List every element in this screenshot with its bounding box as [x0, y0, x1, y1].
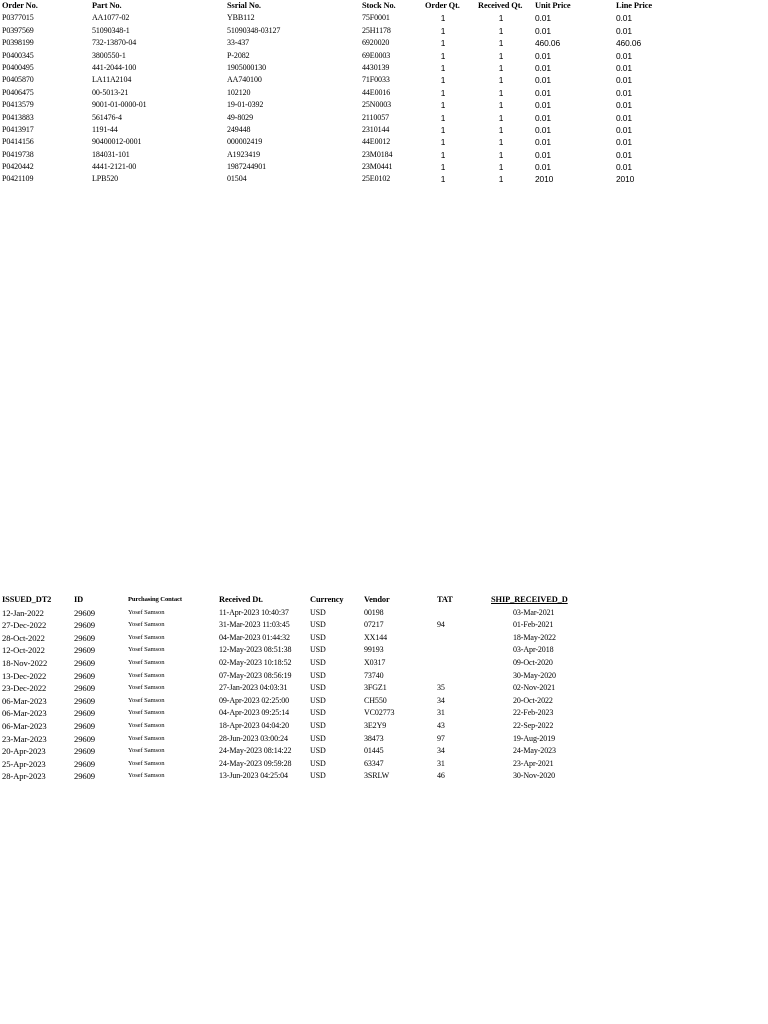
- cell-order-no: P0377015: [2, 13, 34, 23]
- cell-purchasing-contact: Yosef Samson: [128, 747, 165, 755]
- cell-received-qty: 1: [498, 87, 504, 98]
- cell-received-date: 28-Jun-2023 03:00:24: [219, 733, 288, 743]
- cell-unit-price: 0.01: [535, 124, 551, 135]
- cell-part-no: LPB520: [92, 174, 119, 184]
- cell-serial-no: 000002419: [227, 137, 263, 147]
- cell-order-qty: 1: [440, 112, 446, 123]
- cell-unit-price: 0.01: [535, 50, 551, 61]
- cell-part-no: 441-2044-100: [92, 62, 137, 72]
- cell-order-qty: 1: [440, 62, 446, 73]
- cell-currency: USD: [310, 733, 326, 743]
- cell-tat: 97: [437, 733, 445, 743]
- header-part-no: Part No.: [92, 1, 122, 10]
- cell-currency: USD: [310, 771, 326, 781]
- cell-id: 29609: [74, 607, 95, 618]
- cell-order-qty: 1: [440, 87, 446, 98]
- cell-currency: USD: [310, 607, 326, 617]
- cell-ship-received-date: 01-Feb-2021: [513, 620, 554, 630]
- cell-unit-price: 0.01: [535, 100, 551, 111]
- cell-received-qty: 1: [498, 75, 504, 86]
- cell-vendor: 73740: [364, 670, 384, 680]
- cell-received-qty: 1: [498, 25, 504, 36]
- header-serial-no: Ssrial No.: [227, 1, 261, 10]
- cell-purchasing-contact: Yosef Samson: [128, 759, 165, 767]
- cell-id: 29609: [74, 683, 95, 694]
- cell-vendor: XX144: [364, 632, 388, 642]
- cell-ship-received-date: 30-May-2020: [513, 670, 556, 680]
- cell-stock-no: 23M0184: [362, 149, 393, 159]
- cell-stock-no: 69E0003: [362, 50, 391, 60]
- cell-order-no: P0400495: [2, 62, 34, 72]
- cell-currency: USD: [310, 720, 326, 730]
- cell-received-qty: 1: [498, 149, 504, 160]
- cell-issued-date: 25-Apr-2023: [2, 758, 46, 769]
- header-line-price: Line Price: [616, 1, 652, 10]
- cell-received-qty: 1: [498, 124, 504, 135]
- cell-id: 29609: [74, 657, 95, 668]
- cell-line-price: 0.01: [616, 162, 632, 173]
- header-vendor: Vendor: [364, 595, 390, 604]
- cell-unit-price: 0.01: [535, 162, 551, 173]
- cell-id: 29609: [74, 720, 95, 731]
- cell-vendor: 38473: [364, 733, 384, 743]
- cell-currency: USD: [310, 758, 326, 768]
- cell-received-date: 11-Apr-2023 10:40:37: [219, 607, 289, 617]
- cell-tat: 31: [437, 708, 445, 718]
- cell-serial-no: YBB112: [227, 13, 255, 23]
- cell-issued-date: 23-Dec-2022: [2, 683, 47, 694]
- cell-stock-no: 75F0001: [362, 13, 390, 23]
- cell-issued-date: 06-Mar-2023: [2, 720, 47, 731]
- cell-order-no: P0414156: [2, 137, 34, 147]
- cell-received-date: 27-Jan-2023 04:03:31: [219, 683, 288, 693]
- cell-order-no: P0413579: [2, 100, 34, 110]
- cell-order-qty: 1: [440, 174, 446, 185]
- cell-received-date: 18-Apr-2023 04:04:20: [219, 720, 290, 730]
- cell-serial-no: 49-8029: [227, 112, 253, 122]
- cell-line-price: 0.01: [616, 137, 632, 148]
- cell-ship-received-date: 09-Oct-2020: [513, 657, 553, 667]
- header-received-date: Received Dt.: [219, 595, 263, 604]
- cell-serial-no: 19-01-0392: [227, 100, 264, 110]
- cell-purchasing-contact: Yosef Samson: [128, 734, 165, 742]
- cell-serial-no: AA740100: [227, 75, 262, 85]
- cell-tat: 34: [437, 695, 445, 705]
- cell-purchasing-contact: Yosef Samson: [128, 633, 165, 641]
- cell-received-qty: 1: [498, 62, 504, 73]
- cell-received-date: 31-Mar-2023 11:03:45: [219, 620, 290, 630]
- cell-id: 29609: [74, 645, 95, 656]
- cell-currency: USD: [310, 632, 326, 642]
- cell-ship-received-date: 22-Sep-2022: [513, 720, 554, 730]
- cell-issued-date: 06-Mar-2023: [2, 695, 47, 706]
- cell-unit-price: 460.06: [535, 38, 561, 49]
- cell-part-no: 9001-01-0000-01: [92, 100, 147, 110]
- cell-tat: 31: [437, 758, 445, 768]
- cell-issued-date: 13-Dec-2022: [2, 670, 47, 681]
- header-currency: Currency: [310, 595, 344, 604]
- cell-serial-no: P-2082: [227, 50, 250, 60]
- cell-serial-no: A1923419: [227, 149, 260, 159]
- cell-id: 29609: [74, 733, 95, 744]
- cell-unit-price: 2010: [535, 174, 554, 185]
- cell-received-qty: 1: [498, 174, 504, 185]
- cell-stock-no: 25N0003: [362, 100, 392, 110]
- header-issued-date: ISSUED_DT2: [2, 595, 52, 604]
- cell-purchasing-contact: Yosef Samson: [128, 621, 165, 629]
- cell-unit-price: 0.01: [535, 137, 551, 148]
- cell-order-no: P0413883: [2, 112, 34, 122]
- cell-unit-price: 0.01: [535, 149, 551, 160]
- cell-vendor: VC02773: [364, 708, 395, 718]
- cell-received-date: 09-Apr-2023 02:25:00: [219, 695, 290, 705]
- cell-received-qty: 1: [498, 112, 504, 123]
- cell-order-qty: 1: [440, 137, 446, 148]
- cell-currency: USD: [310, 695, 326, 705]
- cell-part-no: 4441-2121-00: [92, 162, 137, 172]
- cell-currency: USD: [310, 670, 326, 680]
- cell-purchasing-contact: Yosef Samson: [128, 671, 165, 679]
- cell-received-date: 12-May-2023 08:51:38: [219, 645, 292, 655]
- cell-ship-received-date: 22-Feb-2023: [513, 708, 554, 718]
- cell-issued-date: 28-Apr-2023: [2, 771, 46, 782]
- cell-tat: 43: [437, 720, 445, 730]
- cell-line-price: 0.01: [616, 124, 632, 135]
- header-ship-received-date: SHIP_RECEIVED_D: [491, 595, 568, 604]
- cell-issued-date: 12-Oct-2022: [2, 645, 45, 656]
- cell-unit-price: 0.01: [535, 13, 551, 24]
- cell-part-no: 90400012-0001: [92, 137, 142, 147]
- cell-currency: USD: [310, 620, 326, 630]
- cell-purchasing-contact: Yosef Samson: [128, 772, 165, 780]
- cell-order-no: P0420442: [2, 162, 34, 172]
- cell-order-qty: 1: [440, 13, 446, 24]
- cell-received-qty: 1: [498, 38, 504, 49]
- cell-received-qty: 1: [498, 100, 504, 111]
- cell-vendor: X0317: [364, 657, 386, 667]
- cell-unit-price: 0.01: [535, 112, 551, 123]
- cell-serial-no: 102120: [227, 87, 251, 97]
- cell-received-date: 04-Mar-2023 01:44:32: [219, 632, 290, 642]
- cell-part-no: 561476-4: [92, 112, 122, 122]
- cell-order-no: P0406475: [2, 87, 34, 97]
- cell-received-date: 13-Jun-2023 04:25:04: [219, 771, 288, 781]
- cell-vendor: 3FGZ1: [364, 683, 387, 693]
- cell-line-price: 0.01: [616, 149, 632, 160]
- cell-purchasing-contact: Yosef Samson: [128, 684, 165, 692]
- header-order-qty: Order Qt.: [425, 1, 460, 10]
- cell-order-qty: 1: [440, 124, 446, 135]
- cell-currency: USD: [310, 645, 326, 655]
- cell-id: 29609: [74, 620, 95, 631]
- cell-id: 29609: [74, 746, 95, 757]
- cell-vendor: 01445: [364, 746, 384, 756]
- cell-order-qty: 1: [440, 149, 446, 160]
- cell-line-price: 2010: [616, 174, 635, 185]
- cell-id: 29609: [74, 670, 95, 681]
- cell-line-price: 0.01: [616, 25, 632, 36]
- cell-part-no: 3800550-1: [92, 50, 126, 60]
- cell-currency: USD: [310, 657, 326, 667]
- cell-unit-price: 0.01: [535, 87, 551, 98]
- cell-tat: 46: [437, 771, 445, 781]
- cell-stock-no: 4430139: [362, 62, 390, 72]
- header-id: ID: [74, 595, 84, 604]
- cell-issued-date: 18-Nov-2022: [2, 657, 48, 668]
- cell-received-date: 24-May-2023 08:14:22: [219, 746, 292, 756]
- cell-unit-price: 0.01: [535, 25, 551, 36]
- cell-stock-no: 44E0012: [362, 137, 391, 147]
- cell-line-price: 0.01: [616, 75, 632, 86]
- header-stock-no: Stock No.: [362, 1, 396, 10]
- cell-tat: 34: [437, 746, 445, 756]
- cell-issued-date: 20-Apr-2023: [2, 746, 46, 757]
- cell-unit-price: 0.01: [535, 75, 551, 86]
- cell-order-no: P0398199: [2, 38, 34, 48]
- cell-vendor: 99193: [364, 645, 384, 655]
- cell-order-no: P0400345: [2, 50, 34, 60]
- cell-purchasing-contact: Yosef Samson: [128, 696, 165, 704]
- header-unit-price: Unit Price: [535, 1, 571, 10]
- cell-ship-received-date: 03-Apr-2018: [513, 645, 554, 655]
- cell-order-qty: 1: [440, 25, 446, 36]
- cell-order-no: P0419738: [2, 149, 34, 159]
- cell-stock-no: 2110057: [362, 112, 390, 122]
- cell-serial-no: 249448: [227, 124, 251, 134]
- cell-ship-received-date: 03-Mar-2021: [513, 607, 555, 617]
- cell-vendor: 63347: [364, 758, 384, 768]
- cell-order-no: P0397569: [2, 25, 34, 35]
- cell-vendor: 07217: [364, 620, 384, 630]
- cell-stock-no: 23M0441: [362, 162, 393, 172]
- cell-ship-received-date: 20-Oct-2022: [513, 695, 553, 705]
- cell-issued-date: 23-Mar-2023: [2, 733, 47, 744]
- cell-currency: USD: [310, 683, 326, 693]
- cell-order-no: P0421109: [2, 174, 34, 184]
- cell-ship-received-date: 19-Aug-2019: [513, 733, 556, 743]
- cell-order-qty: 1: [440, 38, 446, 49]
- cell-part-no: 732-13870-04: [92, 38, 137, 48]
- cell-serial-no: 1905000130: [227, 62, 267, 72]
- cell-order-no: P0405870: [2, 75, 34, 85]
- cell-part-no: 1191-44: [92, 124, 118, 134]
- cell-id: 29609: [74, 758, 95, 769]
- cell-tat: 35: [437, 683, 445, 693]
- cell-issued-date: 06-Mar-2023: [2, 708, 47, 719]
- cell-id: 29609: [74, 708, 95, 719]
- cell-order-qty: 1: [440, 75, 446, 86]
- cell-stock-no: 25E0102: [362, 174, 391, 184]
- cell-line-price: 0.01: [616, 50, 632, 61]
- cell-line-price: 0.01: [616, 112, 632, 123]
- cell-id: 29609: [74, 771, 95, 782]
- header-received-qty: Received Qt.: [478, 1, 523, 10]
- cell-received-qty: 1: [498, 13, 504, 24]
- cell-unit-price: 0.01: [535, 62, 551, 73]
- cell-order-qty: 1: [440, 100, 446, 111]
- cell-received-qty: 1: [498, 162, 504, 173]
- cell-order-no: P0413917: [2, 124, 34, 134]
- cell-issued-date: 28-Oct-2022: [2, 632, 45, 643]
- cell-part-no: AA1077-02: [92, 13, 130, 23]
- cell-line-price: 0.01: [616, 87, 632, 98]
- header-order-no: Order No.: [2, 1, 38, 10]
- cell-ship-received-date: 30-Nov-2020: [513, 771, 556, 781]
- cell-serial-no: 33-437: [227, 38, 250, 48]
- cell-order-qty: 1: [440, 50, 446, 61]
- cell-vendor: CH550: [364, 695, 387, 705]
- cell-vendor: 3SRLW: [364, 771, 390, 781]
- header-tat: TAT: [437, 595, 453, 604]
- cell-received-date: 07-May-2023 08:56:19: [219, 670, 292, 680]
- cell-line-price: 0.01: [616, 62, 632, 73]
- header-purchasing-contact: Purchasing Contact: [128, 596, 182, 603]
- cell-currency: USD: [310, 746, 326, 756]
- cell-purchasing-contact: Yosef Samson: [128, 721, 165, 729]
- cell-part-no: 184031-101: [92, 149, 130, 159]
- cell-issued-date: 12-Jan-2022: [2, 607, 44, 618]
- cell-currency: USD: [310, 708, 326, 718]
- cell-received-qty: 1: [498, 50, 504, 61]
- cell-received-date: 02-May-2023 10:18:52: [219, 657, 292, 667]
- cell-issued-date: 27-Dec-2022: [2, 620, 47, 631]
- cell-part-no: 00-5013-21: [92, 87, 129, 97]
- cell-stock-no: 25H1178: [362, 25, 391, 35]
- cell-stock-no: 6920020: [362, 38, 390, 48]
- cell-received-date: 24-May-2023 09:59:28: [219, 758, 292, 768]
- cell-ship-received-date: 23-Apr-2021: [513, 758, 554, 768]
- cell-line-price: 0.01: [616, 100, 632, 111]
- cell-stock-no: 44E0016: [362, 87, 391, 97]
- cell-line-price: 460.06: [616, 38, 642, 49]
- cell-part-no: LA11A2104: [92, 75, 132, 85]
- cell-stock-no: 71F0033: [362, 75, 390, 85]
- cell-purchasing-contact: Yosef Samson: [128, 608, 165, 616]
- cell-ship-received-date: 02-Nov-2021: [513, 683, 556, 693]
- cell-serial-no: 1987244901: [227, 162, 267, 172]
- cell-serial-no: 51090348-03127: [227, 25, 281, 35]
- cell-serial-no: 01504: [227, 174, 247, 184]
- cell-purchasing-contact: Yosef Samson: [128, 709, 165, 717]
- cell-order-qty: 1: [440, 162, 446, 173]
- cell-received-qty: 1: [498, 137, 504, 148]
- cell-ship-received-date: 18-May-2022: [513, 632, 556, 642]
- cell-stock-no: 2310144: [362, 124, 390, 134]
- cell-vendor: 3E2Y9: [364, 720, 387, 730]
- cell-purchasing-contact: Yosef Samson: [128, 646, 165, 654]
- cell-part-no: 51090348-1: [92, 25, 130, 35]
- cell-tat: 94: [437, 620, 445, 630]
- cell-id: 29609: [74, 695, 95, 706]
- cell-line-price: 0.01: [616, 13, 632, 24]
- cell-id: 29609: [74, 632, 95, 643]
- cell-received-date: 04-Apr-2023 09:25:14: [219, 708, 290, 718]
- cell-purchasing-contact: Yosef Samson: [128, 658, 165, 666]
- cell-ship-received-date: 24-May-2023: [513, 746, 556, 756]
- cell-vendor: 00198: [364, 607, 384, 617]
